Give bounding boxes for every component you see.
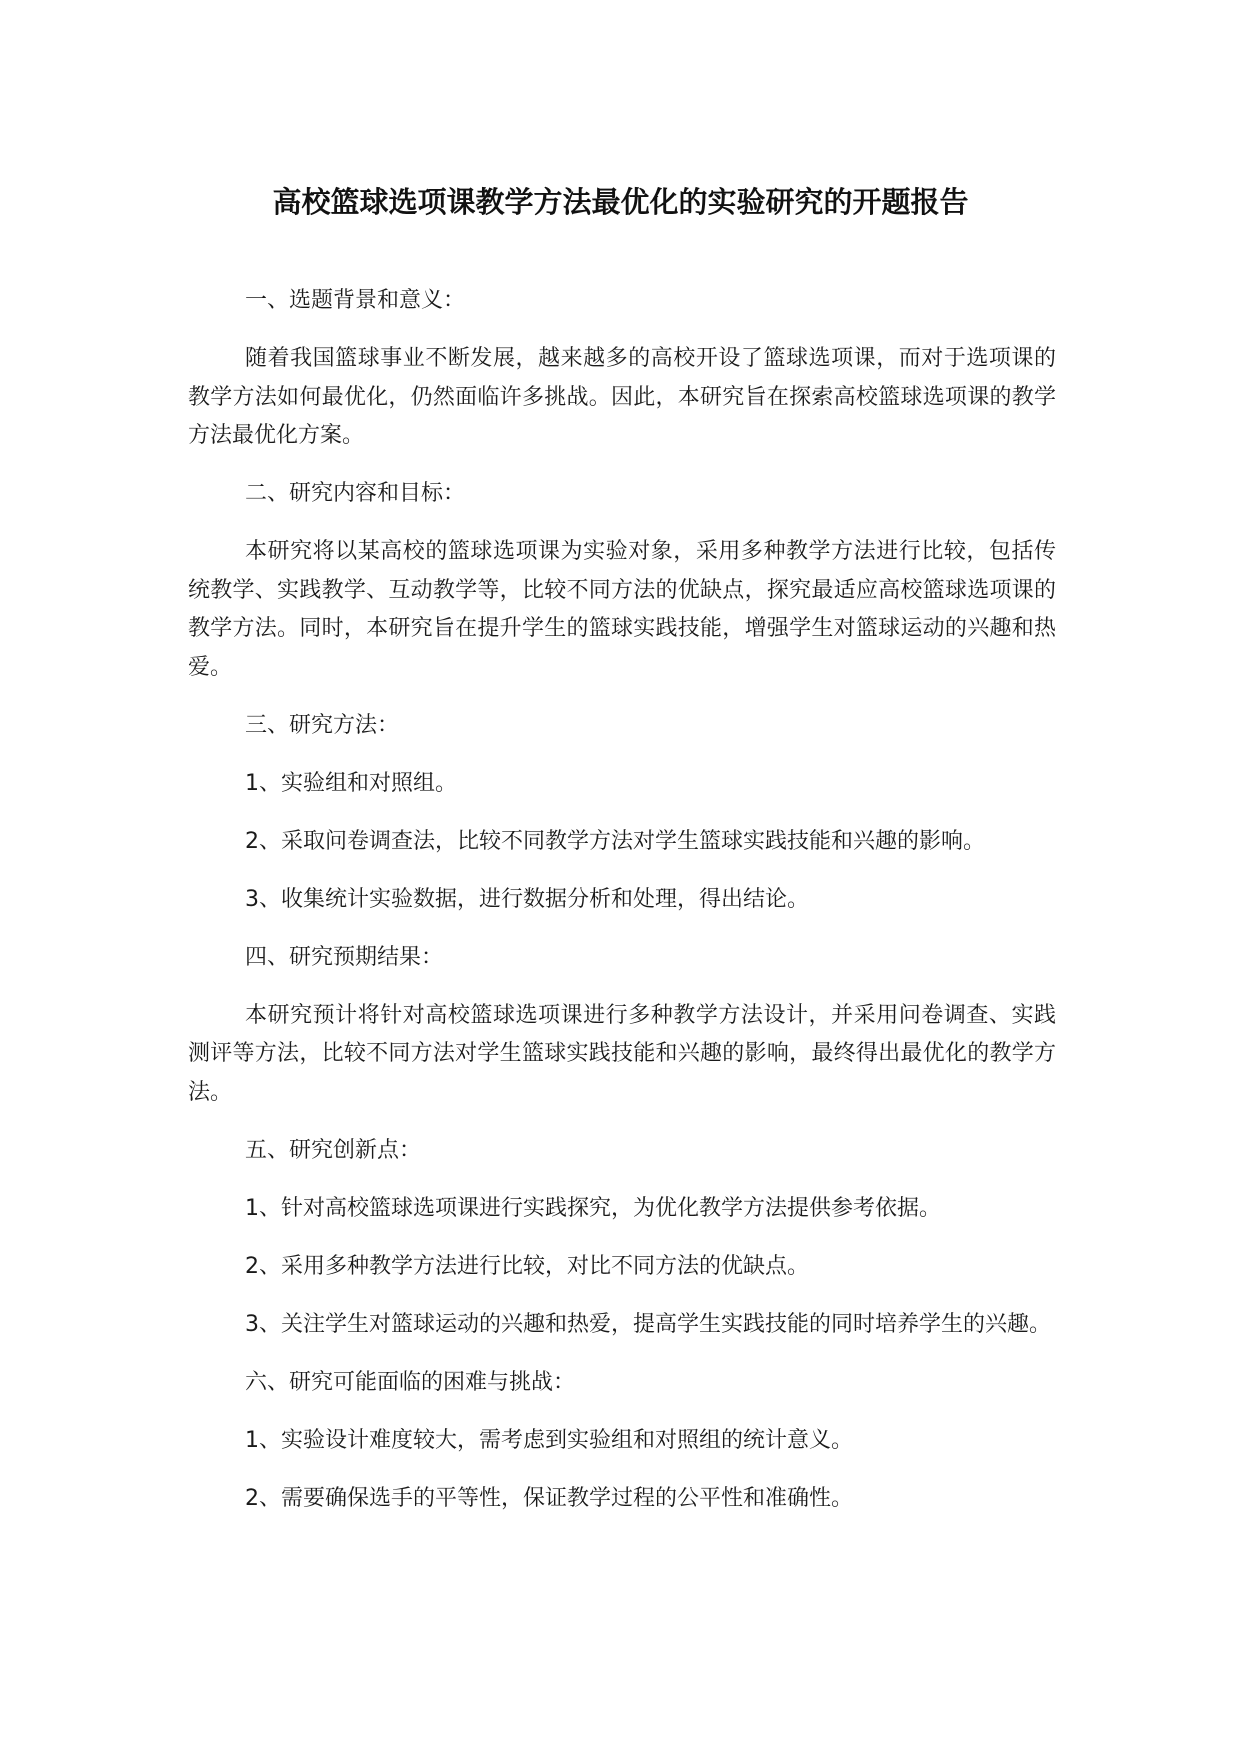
paragraph-background: 随着我国篮球事业不断发展，越来越多的高校开设了篮球选项课，而对于选项课的教学方法如何最优化，仍然面临许多挑战。因此，本研究旨在探索高校篮球选项课的教学方法最优化方案。 <box>188 346 1056 448</box>
paragraph-expected-results: 本研究预计将针对高校篮球选项课进行多种教学方法设计，并采用问卷调查、实践测评等方法，比较不同方法对学生篮球实践技能和兴趣的影响，最终得出最优化的教学方法。 <box>188 1002 1056 1105</box>
list-item-innovation-1: 1、针对高校篮球选项课进行实践探究，为优化教学方法提供参考依据。 <box>245 1195 941 1221</box>
section-heading-content-goals: 二、研究内容和目标： <box>245 481 466 506</box>
document-body <box>188 282 1056 1518</box>
list-item-challenge-1: 1、实验设计难度较大，需考虑到实验组和对照组的统计意义。 <box>245 1427 853 1453</box>
section-heading-expected-results: 四、研究预期结果： <box>245 944 444 970</box>
document-title: 高校篮球选项课教学方法最优化的实验研究的开题报告 <box>272 185 969 219</box>
list-item-innovation-3: 3、关注学生对篮球运动的兴趣和热爱，提高学生实践技能的同时培养学生的兴趣。 <box>245 1311 1051 1337</box>
list-item-method-1: 1、实验组和对照组。 <box>245 770 457 796</box>
section-heading-background: 一、选题背景和意义： <box>245 288 466 313</box>
list-item-method-2: 2、采取问卷调查法，比较不同教学方法对学生篮球实践技能和兴趣的影响。 <box>245 828 985 854</box>
section-heading-methods: 三、研究方法： <box>245 712 400 738</box>
section-heading-innovations: 五、研究创新点： <box>245 1137 422 1163</box>
list-item-challenge-2: 2、需要确保选手的平等性，保证教学过程的公平性和准确性。 <box>245 1485 853 1511</box>
paragraph-content-goals: 本研究将以某高校的篮球选项课为实验对象，采用多种教学方法进行比较，包括传统教学、实践教学、互动教学等，比较不同方法的优缺点，探究最适应高校篮球选项课的教学方法。同时，本研究旨在提升学生的篮球实践技能，增强学生对篮球运动的兴趣和热爱。 <box>188 539 1056 680</box>
list-item-method-3: 3、收集统计实验数据，进行数据分析和处理，得出结论。 <box>245 886 809 912</box>
list-item-innovation-2: 2、采用多种教学方法进行比较，对比不同方法的优缺点。 <box>245 1253 809 1279</box>
section-heading-challenges: 六、研究可能面临的困难与挑战： <box>245 1369 576 1395</box>
